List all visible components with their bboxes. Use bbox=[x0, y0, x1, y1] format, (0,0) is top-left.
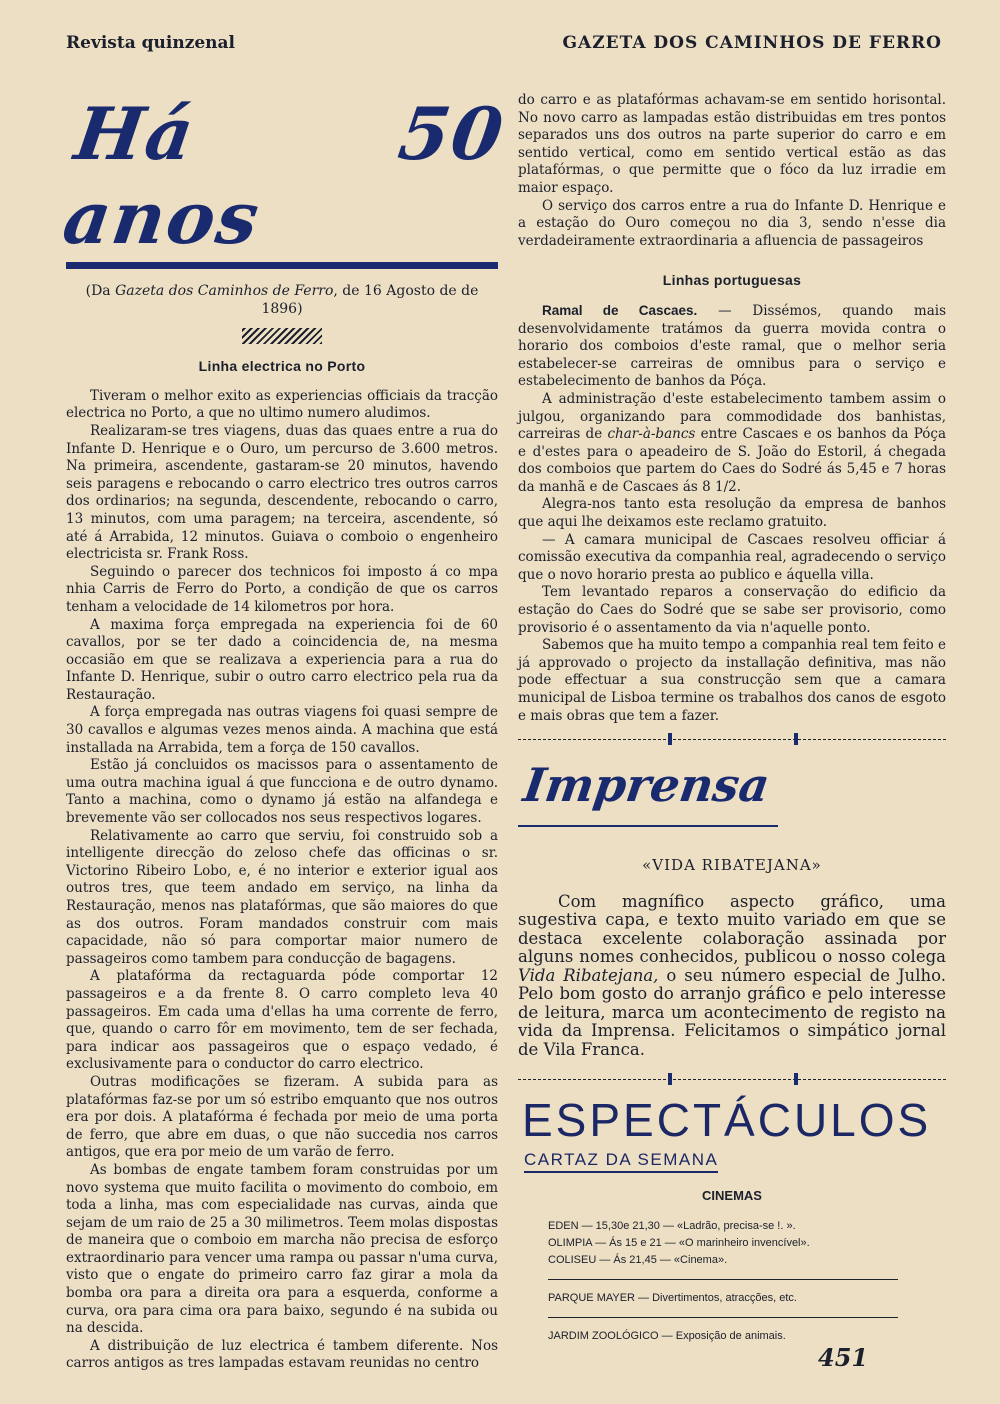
text-run-italic: Vida Ribatejana, bbox=[518, 965, 659, 985]
listing-item: PARQUE MAYER — Divertimentos, atracções, etc. bbox=[548, 1292, 797, 1305]
continuation-paragraph: O serviço dos carros entre a rua do Infante D. Henrique e a estação do Ouro começou no dia 3, sendo n'esse dia verdadeiramente extraordinaria a afluencia de passageiros bbox=[518, 197, 946, 249]
divider-mark bbox=[794, 1073, 798, 1085]
paragraph: A maxima força empregada na experiencia foi de 60 cavallos, por se ter dado a coincidencia de, na mesma occasião em que se realizava a experiencia para a rua do Infante D. Henrique, subir o outro carro electrico pela rua da Restauração. bbox=[66, 616, 498, 703]
paragraph: Realizaram-se tres viagens, duas das quaes entre a rua do Infante D. Henrique e o Ouro, um percurso de 3.600 metros. Na primeira, ascendente, gastaram-se 20 minutos, havendo seis paragens e rebocando o carro electrico tres outros carros dos ordinarios; na segunda, descendente, rebocando o carro, 13 minutos, com uma paragem; na terceira, ascendente, só até á Arrabida, 12 minutos. Guiava o comboio o engenheiro electricista sr. Frank Ross. bbox=[66, 422, 498, 563]
title-rule bbox=[66, 262, 498, 269]
left-column bbox=[58, 90, 510, 1373]
listing-separator bbox=[548, 1317, 898, 1318]
paragraph: Relativamente ao carro que serviu, foi construido sob a intelligente direcção do zeloso chefe das officinas o sr. Victorino Ribeiro Lobo, e, é no interior e exterior igual aos outros tres, que teem andado em serviço, na linha da Restauração, menos nas platafórmas, que são maiores do que as dos outros. Foram mandados construir com mais capacidade, não só para comportar maior numero de passageiros como tambem para conducção de bagagens. bbox=[66, 827, 498, 967]
paragraph: Alegra-nos tanto esta resolução da empresa de banhos que aqui lhe deixamos este reclamo gratuito. bbox=[518, 496, 946, 531]
cartaz-subtitle: CARTAZ DA SEMANA bbox=[524, 1151, 718, 1173]
article-title: Há 50 anos bbox=[58, 91, 510, 260]
article-source bbox=[66, 283, 498, 318]
paragraph: Estão já concluidos os macissos para o assentamento de uma outra machina igual á que funcciona e de outro dynamo. Tanto a machina, como o dynamo já estão na alfandega e brevemente vão ser collocados nos seus respectivos logares. bbox=[66, 757, 498, 827]
page-number: 451 bbox=[818, 1343, 869, 1372]
imprensa-rule bbox=[518, 825, 778, 827]
section-divider bbox=[518, 1073, 946, 1085]
paragraph: Seguindo o parecer dos technicos foi imposto á co mpa nhia Carris de Ferro do Porto, a condição de que os carros tenham a velocidade de 14 kilometros por hora. bbox=[66, 563, 498, 615]
divider-mark bbox=[668, 733, 672, 745]
divider-mark bbox=[668, 1073, 672, 1085]
source-publication: Gazeta dos Caminhos de Ferro bbox=[115, 283, 334, 299]
text-run: entre Cascaes e os banhos da Póça e d'estes para o apeadeiro de S. João do Estoril, á chegada dos comboios que partem do Caes do Sodré ás 5,45 e 7 horas da manhã e de Cascaes ás 8 1/2. bbox=[518, 426, 946, 495]
listing-item: EDEN — 15,30e 21,30 — «Ladrão, precisa-se !. ». bbox=[548, 1220, 796, 1233]
text-run: A administração d'este estabelecimento tambem assim o julgou, organizando para commodidade dos banhistas, carreiras de bbox=[518, 390, 946, 443]
paragraph: Tem levantado reparos a conservação do edificio da estação do Caes do Sodré que se sabe ser provisorio, como provisorio é o assentamento da via n'aquelle ponto. bbox=[518, 584, 946, 636]
paragraph: As bombas de engate tambem foram construidas por um novo systema que muito facilita o movimento do comboio, em toda a linha, mas com especialidade nas curvas, ainda que sejam de um raio de 25 a 30 milimetros. Teem molas dispostas de maneira que o comboio em marcha não precisa de esforço extraordinario para vencer uma rampa ou passar n'uma curva, visto que o engate do primeiro carro faz girar a mola da bomba ora para a direita ora para a esquerda, conforme a curva, ora para cima ora para baixo, segundo é na subida ou na descida. bbox=[66, 1161, 498, 1337]
cinemas-heading: CINEMAS bbox=[702, 1187, 762, 1203]
ramal-label: Ramal de Cascaes. bbox=[542, 302, 698, 318]
paragraph: Outras modificações se fizeram. A subida para as platafórmas faz-se por um só estribo emquanto que nos outros era por dois. A platafórma é fechada por meio de uma porta de ferro, que abre em duas, o que não succedia nos carros antigos, que era por meio de um varão de ferro. bbox=[66, 1073, 498, 1161]
paragraph: Sabemos que ha muito tempo a companhia real tem feito e já approvado o projecto da installação definitiva, mas não pode effectuar a sua construcção sem que a camara municipal de Lisboa termine os trabalhos dos canos de esgoto e mais obras que tem a fazer. bbox=[518, 637, 946, 724]
imprensa-title: Imprensa bbox=[520, 758, 773, 813]
source-suffix: , de 16 Agosto de de 1896) bbox=[261, 283, 479, 317]
continuation-paragraph: do carro e as platafórmas achavam-se em sentido horisontal. No novo carro as lampadas estão distribuidas em tres pontos separados uns dos outros na parte superior do carro e em sentido vertical, como em sentido vertical estão as das platafórmas, o que permitte que o fóco da luz irradie em maior espaço. bbox=[518, 92, 946, 196]
paragraph: A força empregada nas outras viagens foi quasi sempre de 30 cavallos e algumas vezes menos ainda. A machina que está installada na Arrabida, tem a força de 150 cavallos. bbox=[66, 704, 498, 756]
right-column bbox=[518, 92, 946, 1345]
ramal-text: — Dissémos, quando mais desenvolvidamente tratámos da guerra movida contra o horario dos comboios d'este ramal, que o melhor seria estabelecer-se carreiras de omnibus para o serviço e estabelecimento de banhos da Póça. bbox=[518, 302, 947, 390]
header-left: Revista quinzenal bbox=[66, 33, 236, 53]
espectaculos-title: ESPECTÁCULOS bbox=[522, 1094, 932, 1147]
paragraph: A platafórma da rectaguarda póde comportar 12 passageiros e a da frente 8. O carro completo leva 40 passageiros. Em cada uma d'ellas ha uma corrente de ferro, que, quando o carro fôr em movimento, tem de ser fechada, para indicar aos passageiros que o espaço vedado, é exclusivamente para o conductor do carro electrico. bbox=[66, 968, 498, 1073]
header-right: GAZETA DOS CAMINHOS DE FERRO bbox=[562, 33, 942, 53]
cinema-listing bbox=[548, 1218, 946, 1269]
text-run: Com magnífico aspecto gráfico, uma sugestiva capa, e texto muito variado em que se destaca excelente colaboração assinada por alguns nomes conhecidos, publicou o nosso colega bbox=[518, 891, 946, 967]
hatch-ornament bbox=[242, 328, 322, 344]
paragraph bbox=[518, 391, 946, 497]
paragraph: A distribuição de luz electrica é tambem diferente. Nos carros antigos as tres lampadas estavam reunidas no centro bbox=[66, 1337, 498, 1372]
section-divider bbox=[518, 733, 946, 745]
paragraph: — A camara municipal de Cascaes resolveu officiar á comissão executiva da companhia real, agradecendo o serviço que o novo horario presta ao publico e áquella villa. bbox=[518, 531, 946, 583]
source-prefix: (Da bbox=[85, 283, 116, 299]
divider-mark bbox=[794, 733, 798, 745]
listing-item: OLIMPIA — Ás 15 e 21 — «O marinheiro invencível». bbox=[548, 1237, 810, 1250]
paragraph: Tiveram o melhor exito as experiencias officiais da tracção electrica no Porto, a que no ultimo numero aludimos. bbox=[66, 387, 498, 422]
section-title-linha: Linha electrica no Porto bbox=[198, 358, 366, 375]
listing-separator bbox=[548, 1279, 898, 1280]
section-title-linhas-portuguesas: Linhas portuguesas bbox=[662, 272, 802, 289]
text-run: o seu número especial de Julho. Pelo bom gosto do arranjo gráfico e pelo interesse de leitura, marca um acontecimento de registo na vida da Imprensa. Felicitamos o simpático jornal de Vila Franca. bbox=[518, 965, 946, 1059]
listing-item: JARDIM ZOOLÓGICO — Exposição de animais. bbox=[548, 1330, 786, 1343]
vida-ribatejana-title: «VIDA RIBATEJANA» bbox=[642, 856, 822, 875]
vida-ribatejana-text bbox=[518, 893, 946, 1060]
ramal-paragraph bbox=[518, 302, 946, 391]
listing-item: COLISEU — Ás 21,45 — «Cinema». bbox=[548, 1254, 728, 1267]
text-run-italic: char-à-bancs bbox=[607, 426, 696, 443]
